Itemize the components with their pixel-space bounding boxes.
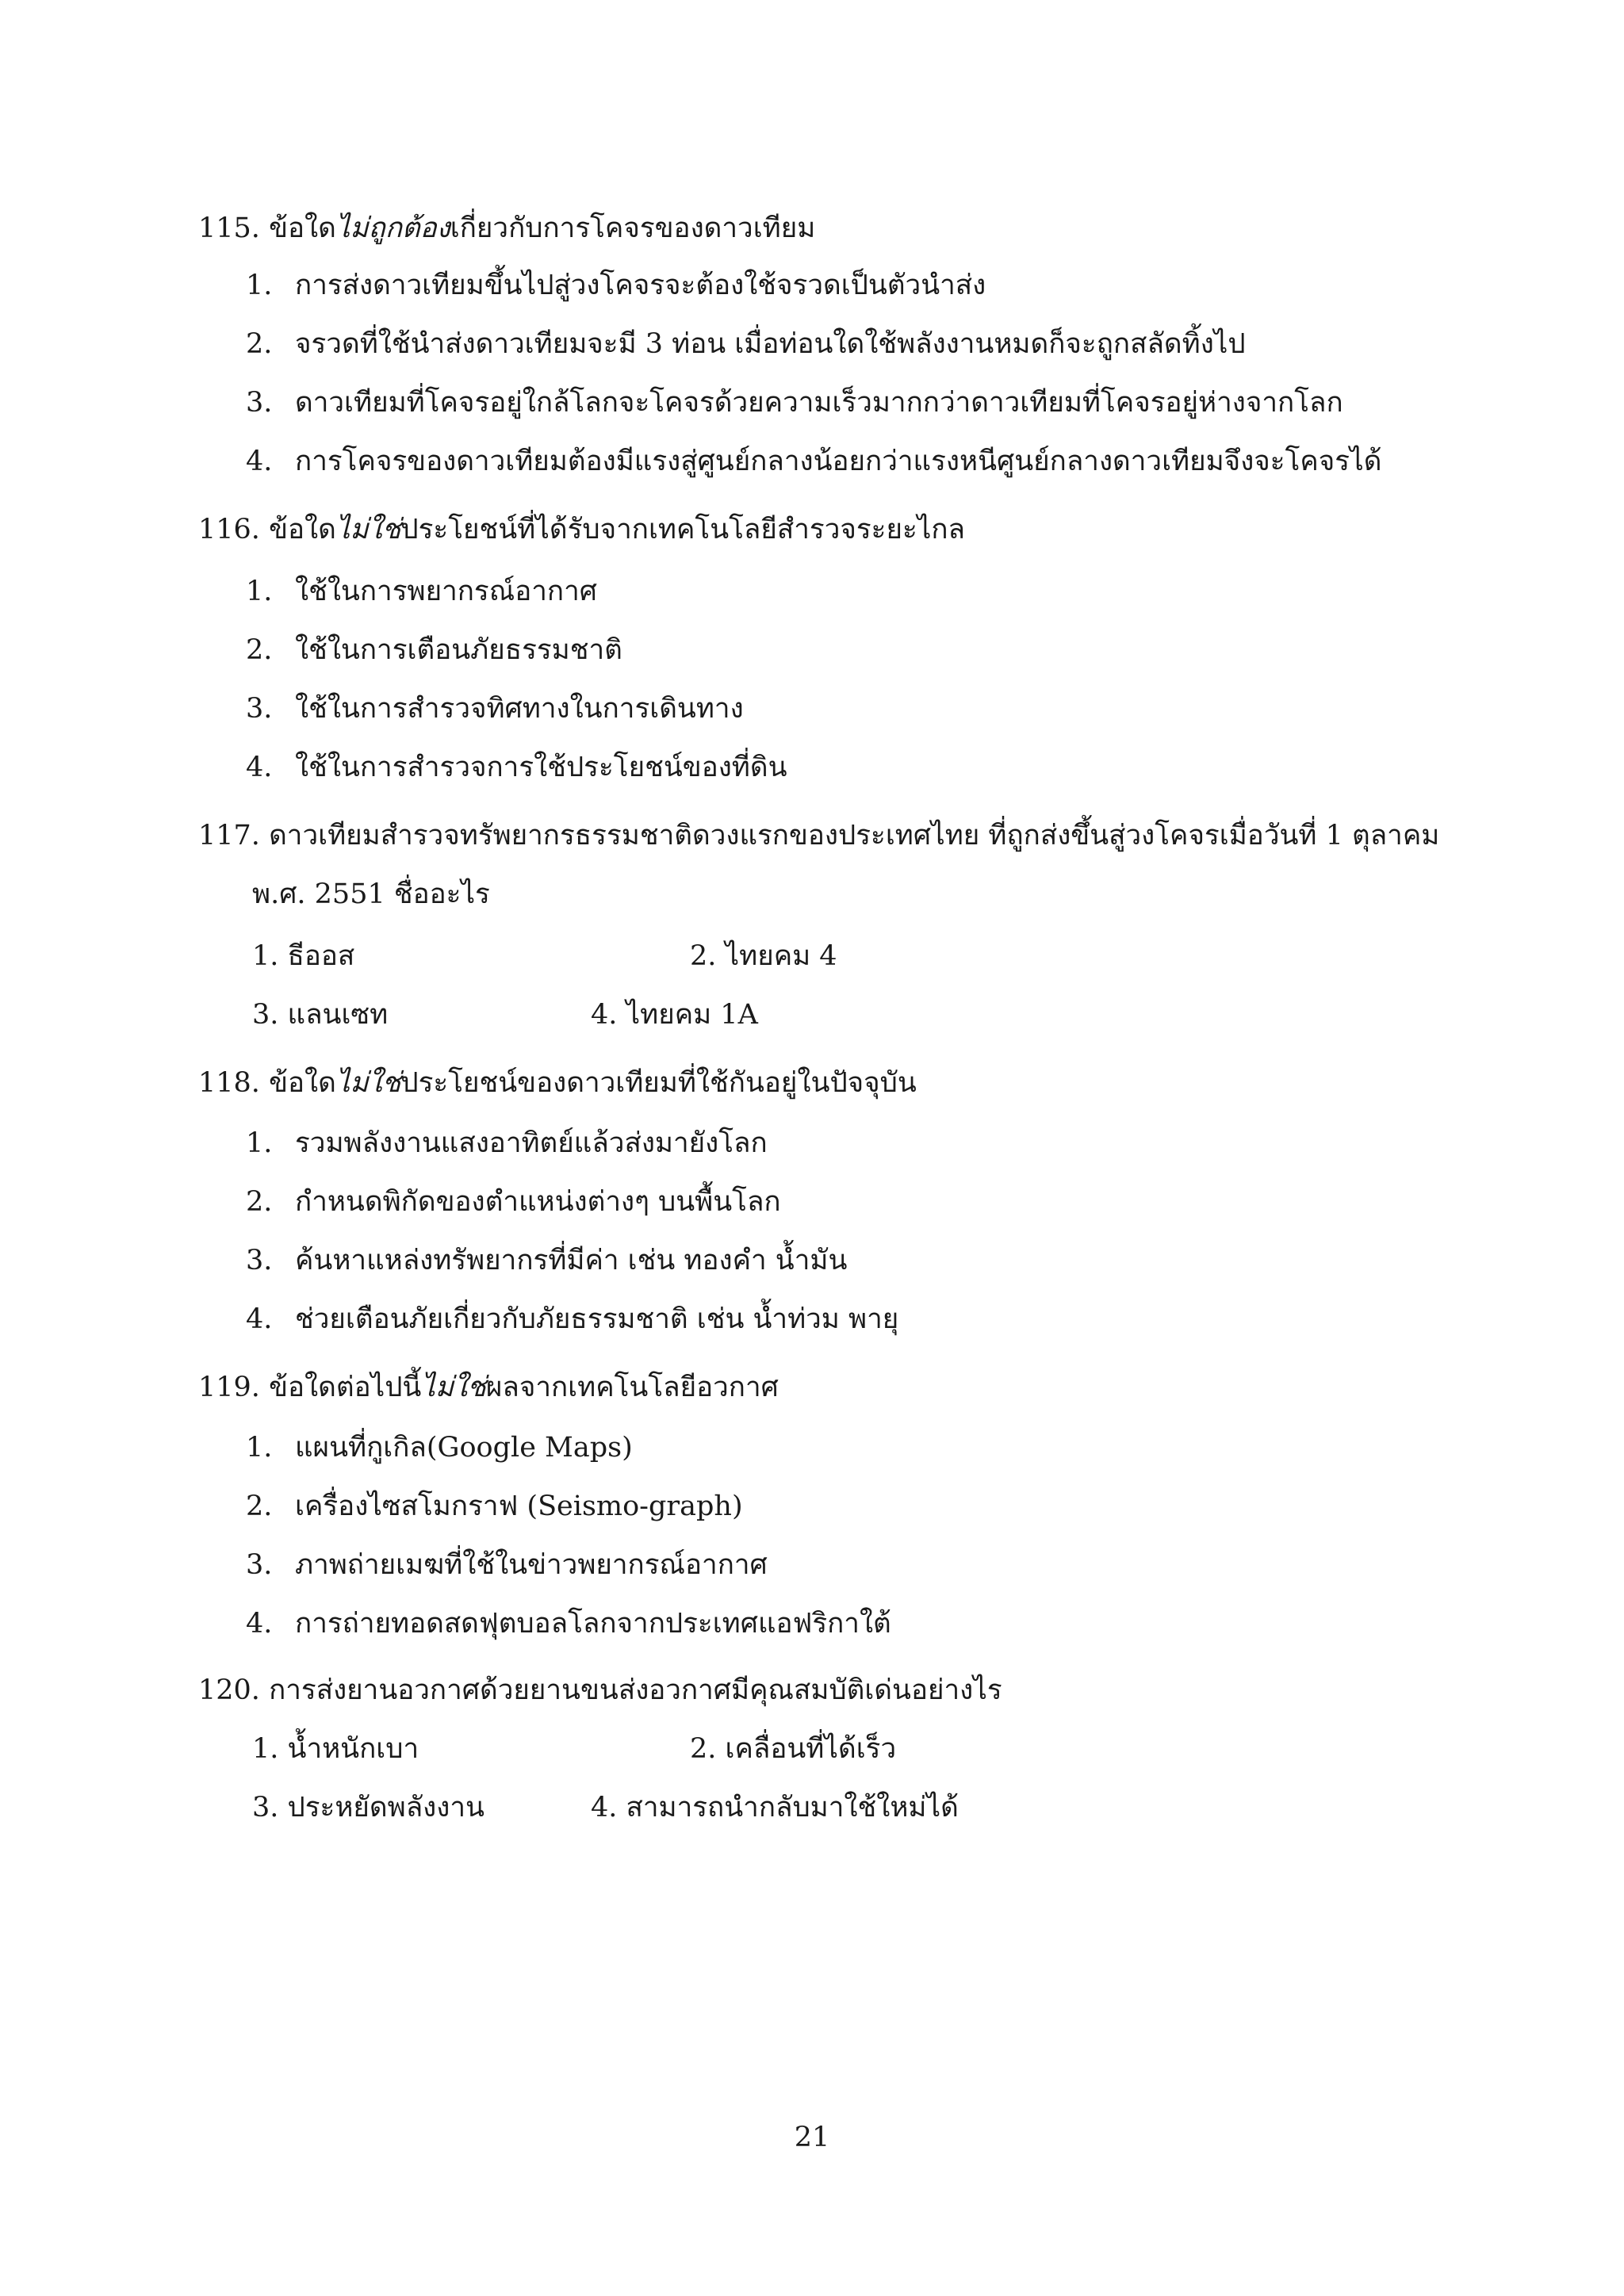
option-text: รวมพลังงานแสงอาทิตย์แล้วส่งมายังโลก [295, 1127, 768, 1159]
option-number: 4. [246, 1303, 273, 1335]
option-text: ค้นหาแหล่งทรัพยากรที่มีค่า เช่น ทองคำ น้ำมัน [295, 1245, 848, 1276]
question-115 [198, 212, 815, 244]
option [246, 270, 986, 301]
option-number: 3. [246, 1549, 273, 1581]
option-text: การโคจรของดาวเทียมต้องมีแรงสู่ศูนย์กลางน้อยกว่าแรงหนีศูนย์กลางดาวเทียมจึงจะโคจรได้ [295, 446, 1382, 477]
option-text: แผนที่กูเกิล(Google Maps) [295, 1432, 633, 1464]
option-number: 2. [246, 1186, 273, 1218]
option-text: ใช้ในการสำรวจทิศทางในการเดินทาง [295, 693, 744, 725]
option-text: จรวดที่ใช้นำส่งดาวเทียมจะมี 3 ท่อน เมื่อท่อนใดใช้พลังงานหมดก็จะถูกสลัดทิ้งไป [295, 328, 1246, 360]
question-number: 116. [198, 514, 260, 545]
question-stem-rest: ประโยชน์ของดาวเทียมที่ใช้กันอยู่ในปัจจุบัน [400, 1067, 917, 1099]
option: 4. สามารถนำกลับมาใช้ใหม่ได้ [591, 1792, 959, 1823]
option [246, 1127, 768, 1159]
question-117 [198, 820, 1439, 851]
option-number: 1. [246, 576, 273, 607]
option [246, 1245, 847, 1276]
option [246, 693, 744, 725]
option [246, 1549, 768, 1581]
question-stem-rest: เกี่ยวกับการโคจรของดาวเทียม [450, 212, 816, 244]
question-stem: ข้อใด [269, 1067, 336, 1099]
question-stem: ดาวเทียมสำรวจทรัพยากรธรรมชาติดวงแรกของประเทศไทย ที่ถูกส่งขึ้นสู่วงโคจรเมื่อวันที่ 1 ตุลาคม [269, 820, 1440, 851]
question-stem-continued: พ.ศ. 2551 ชื่ออะไร [252, 878, 490, 910]
option-number: 1. [246, 1432, 273, 1464]
option: 3. ประหยัดพลังงาน [252, 1792, 485, 1823]
option-text: ใช้ในการสำรวจการใช้ประโยชน์ของที่ดิน [295, 752, 787, 783]
option-number: 3. [246, 1245, 273, 1276]
question-120 [198, 1674, 1002, 1706]
question-stem-rest: ประโยชน์ที่ได้รับจากเทคโนโลยีสำรวจระยะไกล [400, 514, 965, 545]
option: 1. น้ำหนักเบา [252, 1733, 419, 1765]
option-number: 1. [246, 1127, 273, 1159]
question-emphasis: ไม่ถูกต้อง [335, 212, 450, 244]
option: 2. เคลื่อนที่ได้เร็ว [690, 1733, 897, 1765]
option-text: ใช้ในการเตือนภัยธรรมชาติ [295, 634, 622, 666]
question-number: 115. [198, 212, 260, 244]
option: 3. แลนเซท [252, 999, 389, 1031]
option [246, 1490, 743, 1522]
question-stem: ข้อใดต่อไปนี้ [269, 1372, 422, 1403]
option-number: 4. [246, 1608, 273, 1640]
question-number: 119. [198, 1372, 260, 1403]
question-stem: ข้อใด [269, 212, 336, 244]
option-text: ดาวเทียมที่โคจรอยู่ใกล้โลกจะโคจรด้วยความเร็วมากกว่าดาวเทียมที่โคจรอยู่ห่างจากโลก [295, 387, 1343, 419]
question-number: 117. [198, 820, 260, 851]
question-emphasis: ไม่ใช่ [421, 1372, 486, 1403]
option [246, 446, 1381, 477]
option-number: 2. [246, 328, 273, 360]
option [246, 387, 1343, 419]
option: 1. ธีออส [252, 940, 355, 972]
question-118 [198, 1067, 917, 1099]
question-number: 118. [198, 1067, 260, 1099]
option [246, 1432, 633, 1464]
option-number: 3. [246, 387, 273, 419]
option [246, 634, 622, 666]
option [246, 752, 787, 783]
option [246, 328, 1246, 360]
option [246, 1186, 781, 1218]
option: 2. ไทยคม 4 [690, 940, 837, 972]
option-number: 2. [246, 634, 273, 666]
question-emphasis: ไม่ใช่ [335, 1067, 401, 1099]
option-text: การถ่ายทอดสดฟุตบอลโลกจากประเทศแอฟริกาใต้ [295, 1608, 891, 1640]
question-stem-rest: ผลจากเทคโนโลยีอวกาศ [485, 1372, 779, 1403]
option-text: ช่วยเตือนภัยเกี่ยวกับภัยธรรมชาติ เช่น น้ำท่วม พายุ [295, 1303, 899, 1335]
question-stem: ข้อใด [269, 514, 336, 545]
option-text: ใช้ในการพยากรณ์อากาศ [295, 576, 597, 607]
option: 4. ไทยคม 1A [591, 999, 758, 1031]
page-number: 21 [794, 2122, 830, 2153]
option-text: กำหนดพิกัดของตำแหน่งต่างๆ บนพื้นโลก [295, 1186, 781, 1218]
option-number: 1. [246, 270, 273, 301]
option-number: 2. [246, 1490, 273, 1522]
option-number: 3. [246, 693, 273, 725]
option [246, 1608, 891, 1640]
option [246, 576, 597, 607]
question-number: 120. [198, 1674, 260, 1706]
question-119 [198, 1372, 779, 1403]
option-text: การส่งดาวเทียมขึ้นไปสู่วงโคจรจะต้องใช้จรวดเป็นตัวนำส่ง [295, 270, 986, 301]
option-text: ภาพถ่ายเมฆที่ใช้ในข่าวพยากรณ์อากาศ [295, 1549, 768, 1581]
option-number: 4. [246, 446, 273, 477]
option-number: 4. [246, 752, 273, 783]
question-emphasis: ไม่ใช่ [335, 514, 401, 545]
option-text: เครื่องไซสโมกราฟ (Seismo-graph) [295, 1490, 743, 1522]
question-116 [198, 514, 965, 545]
option [246, 1303, 898, 1335]
question-stem: การส่งยานอวกาศด้วยยานขนส่งอวกาศมีคุณสมบัติเด่นอย่างไร [269, 1674, 1002, 1706]
